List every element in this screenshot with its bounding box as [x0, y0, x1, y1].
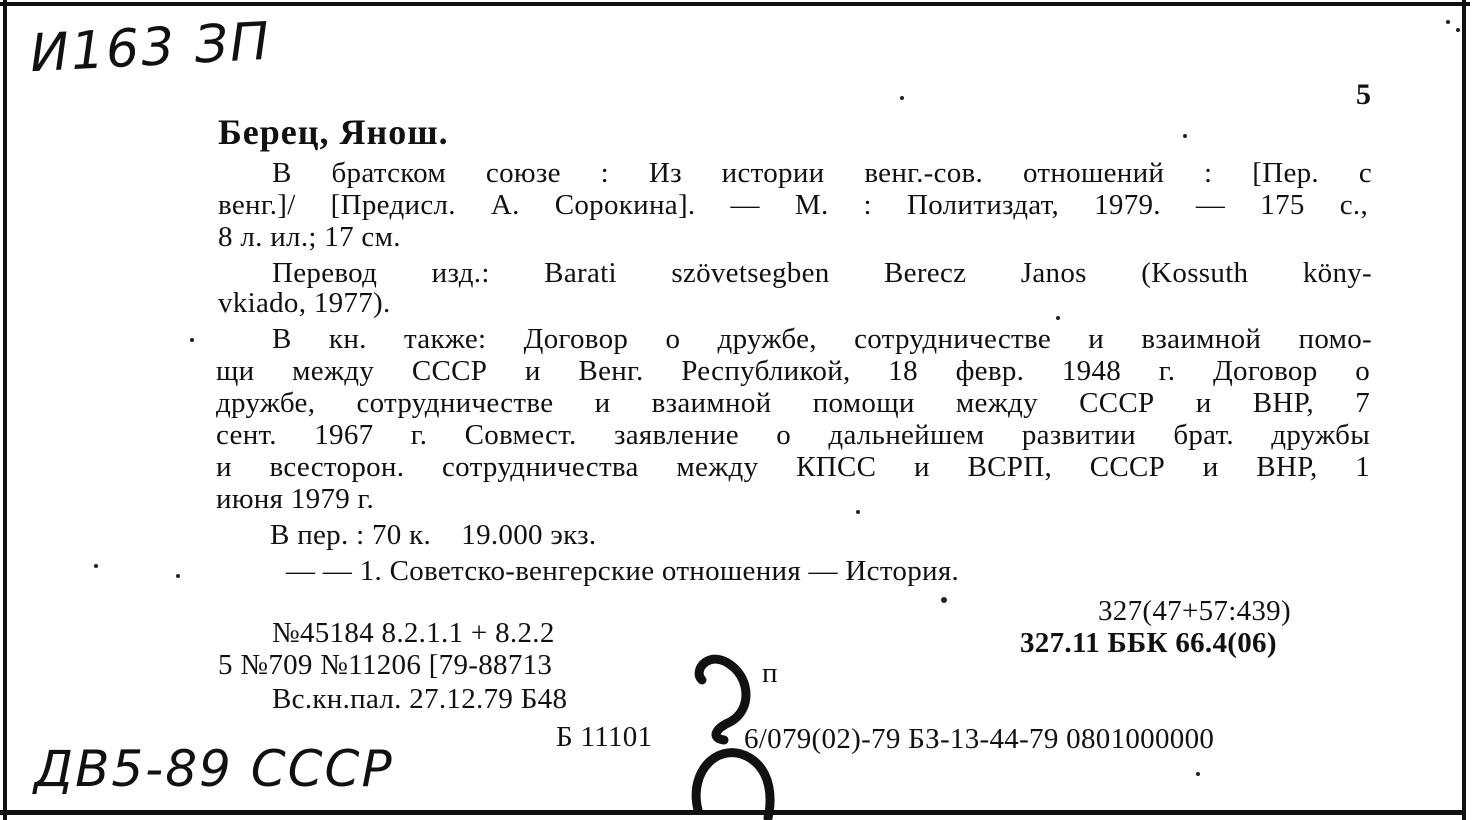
publisher-code-line: Б 11101	[556, 721, 653, 753]
contents-line: и всесторон. сотрудничества между КПСС и ВСРП, СССР и ВНР, 1	[216, 451, 1370, 483]
card-number: 5	[1356, 78, 1372, 111]
translation-line: vkiado, 1977).	[218, 287, 391, 319]
description-line: венг.]/ [Предисл. А. Сорокина]. — М. : Политиздат, 1979. — 175 с.,	[218, 189, 1368, 221]
handwritten-top-code: И163 ЗП	[28, 11, 273, 85]
translation-line: Перевод изд.: Barati szövetsegben Berecz Janos (Kossuth köny-	[272, 257, 1372, 289]
contents-line: щи между СССР и Венг. Республикой, 18 февр. 1948 г. Договор о	[216, 355, 1370, 387]
contents-line: июня 1979 г.	[216, 483, 375, 515]
description-line: 8 л. ил.; 17 см.	[218, 221, 401, 253]
publisher-code-line-tail: 6/079(02)-79 БЗ-13-44-79 0801000000	[744, 723, 1215, 755]
subject-heading: — — 1. Советско-венгерские отношения — История.	[286, 555, 960, 587]
contents-line: сент. 1967 г. Совмест. заявление о дальнейшем развитии брат. дружбы	[216, 419, 1370, 451]
handwritten-bottom-code: ДВ5-89 СССР	[34, 740, 394, 798]
udc-index: 327(47+57:439)	[1098, 595, 1291, 627]
price-line: В пер. : 70 к. 19.000 экз.	[270, 519, 597, 551]
registry-line: №45184 8.2.1.1 + 8.2.2	[272, 617, 555, 649]
registry-line-tail: п	[762, 657, 778, 689]
registry-line: Вс.кн.пал. 27.12.79 Б48	[272, 683, 568, 715]
description-line: В братском союзе : Из истории венг.-сов. отношений : [Пер. с	[272, 157, 1372, 189]
contents-line: дружбе, сотрудничестве и взаимной помощи между СССР и ВНР, 7	[216, 387, 1370, 419]
contents-line: В кн. также: Договор о дружбе, сотрудничестве и взаимной помо-	[272, 323, 1372, 355]
bbk-index: 327.11 ББК 66.4(06)	[1020, 627, 1277, 659]
author-heading: Берец, Янош.	[218, 112, 449, 152]
registry-line: 5 №709 №11206 [79-88713	[218, 649, 553, 681]
